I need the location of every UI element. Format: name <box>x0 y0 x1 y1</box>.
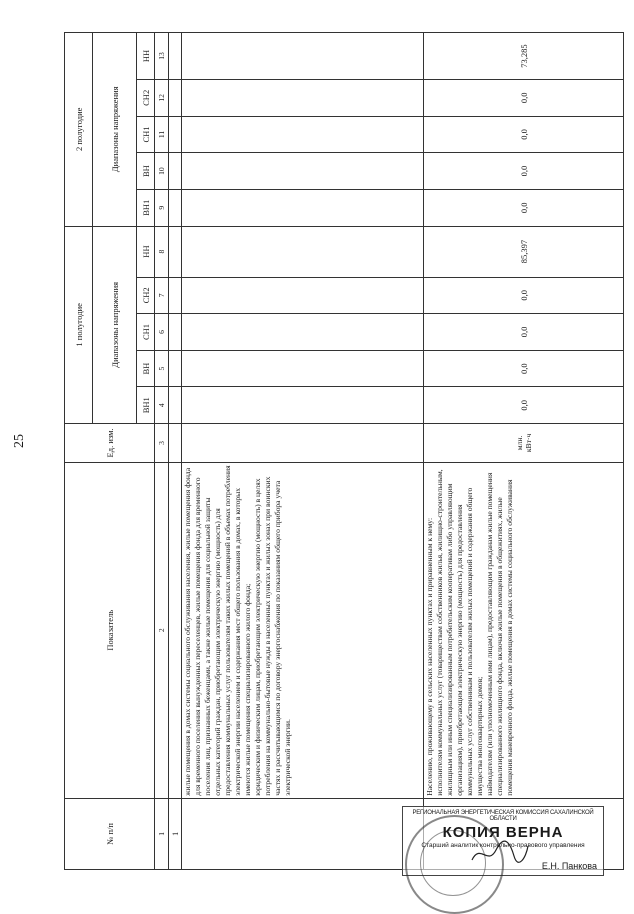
h2-vn: ВН <box>137 153 155 190</box>
colnum: 2 <box>155 462 169 798</box>
row2-h2-vn1: 0,0 <box>424 189 624 226</box>
row1-num <box>182 798 424 869</box>
row2-text: Населению, проживающему в сельских населенных пунктах и приравненным к нему: исполнителям коммунальных услуг (товариществам собственников жилья, жилищно-строительным, жилищным или иным специализированным потребительским кооперативам либо управляющим организациям), приобретающим электрическую энергию (мощность) для предоставления коммунальных услуг собственникам и пользователям жилых помещений и содержания общего имущества многоквартирных домов; наймодателям (или уполномоченным ими лицам), предоставляющим гражданам жилые помещения специализированного жилищного фонда, включая жилые помещения в общежитиях, жилые помещения маневренного фонда, жилые помещения в домах системы социального обслуживания <box>424 462 624 798</box>
stamp-organization: РЕГИОНАЛЬНАЯ ЭНЕРГЕТИЧЕСКАЯ КОМИССИЯ САХАЛИНСКОЙ ОБЛАСТИ <box>412 810 594 822</box>
h1-vn: ВН <box>137 350 155 387</box>
colnum: 7 <box>155 277 169 314</box>
rotated-table-wrapper <box>64 32 624 870</box>
colnum: 6 <box>155 314 169 351</box>
h2-sn2: СН2 <box>137 80 155 117</box>
h2-vn1: ВН1 <box>137 189 155 226</box>
tariff-table <box>64 32 624 870</box>
h2-sn1: СН1 <box>137 116 155 153</box>
colnum: 9 <box>155 189 169 226</box>
row2-h1-sn1: 0,0 <box>424 314 624 351</box>
row2-h2-sn1: 0,0 <box>424 116 624 153</box>
header-indicator: Показатель <box>65 462 155 798</box>
stamp-name: Е.Н. Панкова <box>541 861 597 871</box>
certified-copy-stamp <box>402 806 604 876</box>
row2-unit: млн. кВт·ч <box>424 424 624 463</box>
colnum: 12 <box>155 80 169 117</box>
colnum: 10 <box>155 153 169 190</box>
colnum: 5 <box>155 350 169 387</box>
stamp-position: Старший аналитик контрольно-правового управления <box>421 842 585 849</box>
row2-h2-vn: 0,0 <box>424 153 624 190</box>
colnum: 13 <box>155 33 169 80</box>
h1-vn1: ВН1 <box>137 387 155 424</box>
stamp-title: КОПИЯ ВЕРНА <box>442 824 564 841</box>
h2-nn: НН <box>137 33 155 80</box>
header-num: № п/п <box>65 798 155 869</box>
h1-sn1: СН1 <box>137 314 155 351</box>
h1-sn2: СН2 <box>137 277 155 314</box>
row2-h1-sn2: 0,0 <box>424 277 624 314</box>
colnum: 3 <box>155 424 169 463</box>
row2-h1-vn: 0,0 <box>424 350 624 387</box>
colnum: 11 <box>155 116 169 153</box>
row1-text: жилые помещения в домах системы социального обслуживания населения, жилые помещения фонда для временного поселения вынужденных переселенцев, жилые помещения фонда для временного поселения лиц, признанных беженцами, а также жилые помещения для социальной защиты отдельных категорий граждан, приобретающим электрическую энергию (мощность) для предоставления коммунальных услуг пользователям таких жилых помещений в объемах потребления электрической энергии населением и содержания мест общего пользования в домах, в которых имеются жилые помещения специализированного жилого фонда; юридическим и физическим лицам, приобретающим электрическую энергию (мощность) в целях потребления на коммунально-бытовые нужды в населенных пунктах и жилых зонах при воинских частях и рассчитывающимся по договору энергоснабжения по показаниям общего прибора учета электрической энергии. <box>182 462 424 798</box>
header-ranges-2: Диапазоны напряжения <box>93 33 137 227</box>
header-half2: 2 полугодие <box>65 33 93 227</box>
header-unit: Ед. изм. <box>65 424 155 463</box>
row2-h2-sn2: 0,0 <box>424 80 624 117</box>
row2-h1-nn: 85,397 <box>424 226 624 277</box>
row2-h2-nn: 73,285 <box>424 33 624 80</box>
page-number: 25 <box>12 434 27 448</box>
row2-h1-vn1: 0,0 <box>424 387 624 424</box>
colnum: 1 <box>155 798 169 869</box>
row-top-num: 1 <box>169 798 182 869</box>
colnum: 4 <box>155 387 169 424</box>
header-half1: 1 полугодие <box>65 226 93 424</box>
header-ranges-1: Диапазоны напряжения <box>93 226 137 424</box>
colnum: 8 <box>155 226 169 277</box>
h1-nn: НН <box>137 226 155 277</box>
